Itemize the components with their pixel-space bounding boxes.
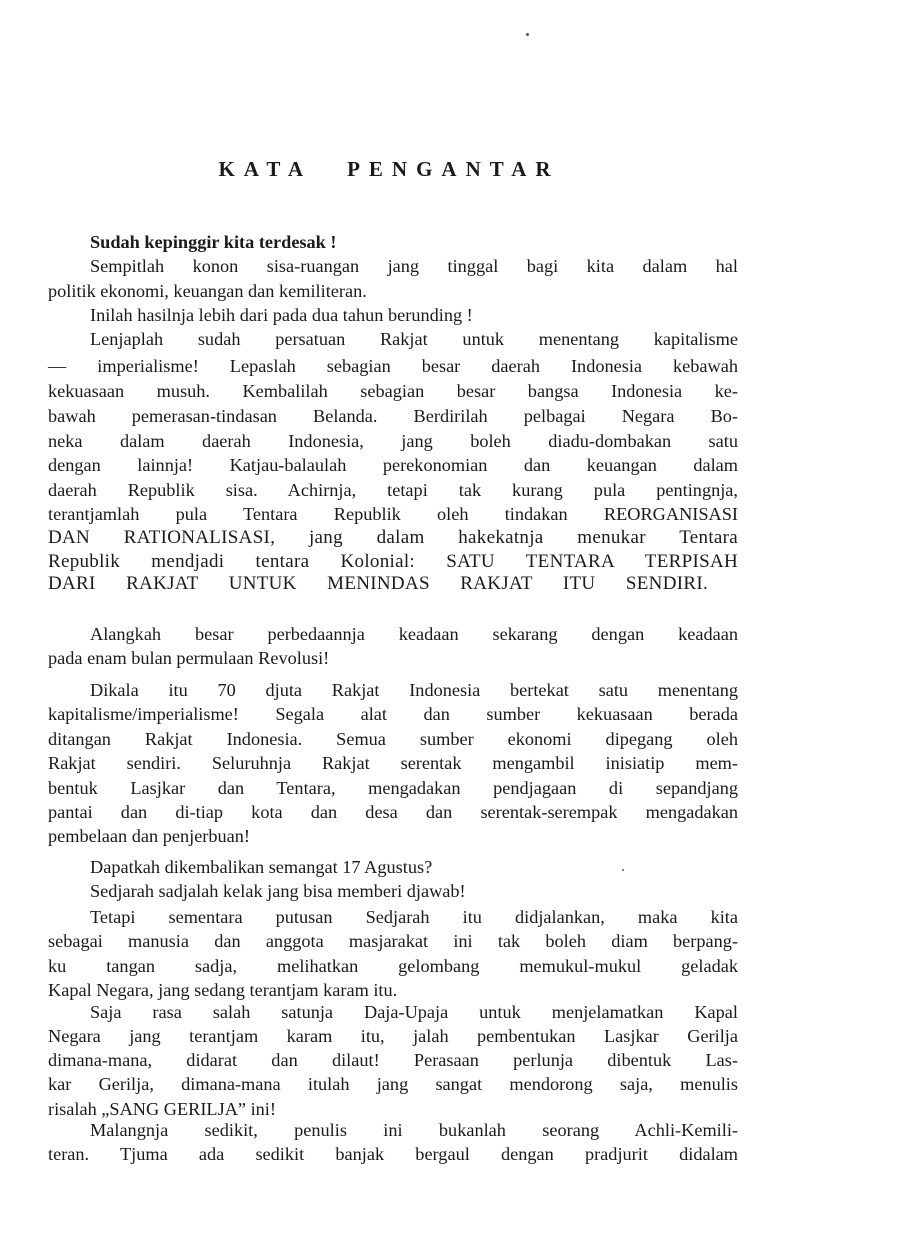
text-line: bawah pemerasan-tindasan Belanda. Berdirilah pelbagai Negara Bo- [48, 406, 738, 426]
text-line: Dapatkah dikembalikan semangat 17 Agustus? [90, 857, 433, 877]
text-line: pembelaan dan penjerbuan! [48, 826, 251, 846]
text-line: dimana-mana, didarat dan dilaut! Perasaan perlunja dibentuk Las- [48, 1050, 738, 1070]
text-line: Sedjarah sadjalah kelak jang bisa memberi djawab! [90, 881, 466, 901]
text-line: politik ekonomi, keuangan dan kemiliteran. [48, 281, 367, 301]
text-line: Alangkah besar perbedaannja keadaan sekarang dengan keadaan [90, 624, 738, 644]
text-line: ku tangan sadja, melihatkan gelombang memukul-mukul geladak [48, 956, 738, 976]
text-line: Tetapi sementara putusan Sedjarah itu didjalankan, maka kita [90, 907, 738, 927]
text-line: Malangnja sedikit, penulis ini bukanlah seorang Achli-Kemili- [90, 1120, 738, 1140]
text-line: ditangan Rakjat Indonesia. Semua sumber ekonomi dipegang oleh [48, 729, 738, 749]
page-title: KATA PENGANTAR [218, 157, 560, 181]
text-line: pantai dan di-tiap kota dan desa dan serentak-serempak mengadakan [48, 802, 738, 822]
text-line: Sudah kepinggir kita terdesak ! [90, 232, 337, 252]
text-line: DAN RATIONALISASI, jang dalam hakekatnja menukar Tentara [48, 527, 738, 548]
text-line: Negara jang terantjam karam itu, jalah pembentukan Lasjkar Gerilja [48, 1026, 738, 1046]
text-line: Dikala itu 70 djuta Rakjat Indonesia bertekat satu menentang [90, 680, 738, 700]
text-line: kekuasaan musuh. Kembalilah sebagian besar bangsa Indonesia ke- [48, 381, 738, 401]
text-line: — imperialisme! Lepaslah sebagian besar daerah Indonesia kebawah [48, 356, 738, 376]
text-line: Lenjaplah sudah persatuan Rakjat untuk menentang kapitalisme [90, 329, 738, 349]
text-line: Sempitlah konon sisa-ruangan jang tinggal bagi kita dalam hal [90, 256, 738, 276]
text-line: Inilah hasilnja lebih dari pada dua tahun berunding ! [90, 305, 473, 325]
text-line: kar Gerilja, dimana-mana itulah jang sangat mendorong saja, menulis [48, 1074, 738, 1094]
text-line: sebagai manusia dan anggota masjarakat ini tak boleh diam berpang- [48, 931, 738, 951]
text-line: bentuk Lasjkar dan Tentara, mengadakan pendjagaan di sepandjang [48, 778, 738, 798]
text-line: pada enam bulan permulaan Revolusi! [48, 648, 330, 668]
text-line: teran. Tjuma ada sedikit banjak bergaul dengan pradjurit didalam [48, 1144, 738, 1164]
text-line: Saja rasa salah satunja Daja-Upaja untuk menjelamatkan Kapal [90, 1002, 738, 1022]
text-line: Rakjat sendiri. Seluruhnja Rakjat serentak mengambil inisiatip mem- [48, 753, 738, 773]
text-line: DARI RAKJAT UNTUK MENINDAS RAKJAT ITU SENDIRI. [48, 573, 708, 594]
text-line: risalah „SANG GERILJA” ini! [48, 1099, 276, 1119]
print-speck [526, 33, 529, 36]
text-line: terantjamlah pula Tentara Republik oleh tindakan REORGANISASI [48, 504, 738, 524]
text-line: dengan lainnja! Katjau-balaulah perekonomian dan keuangan dalam [48, 455, 738, 475]
text-line: Republik mendjadi tentara Kolonial: SATU TENTARA TERPISAH [48, 551, 738, 572]
text-line: kapitalisme/imperialisme! Segala alat dan sumber kekuasaan berada [48, 704, 738, 724]
text-line: neka dalam daerah Indonesia, jang boleh diadu-dombakan satu [48, 431, 738, 451]
text-line: Kapal Negara, jang sedang terantjam karam itu. [48, 980, 398, 1000]
text-line: daerah Republik sisa. Achirnja, tetapi tak kurang pula pentingnja, [48, 480, 738, 500]
